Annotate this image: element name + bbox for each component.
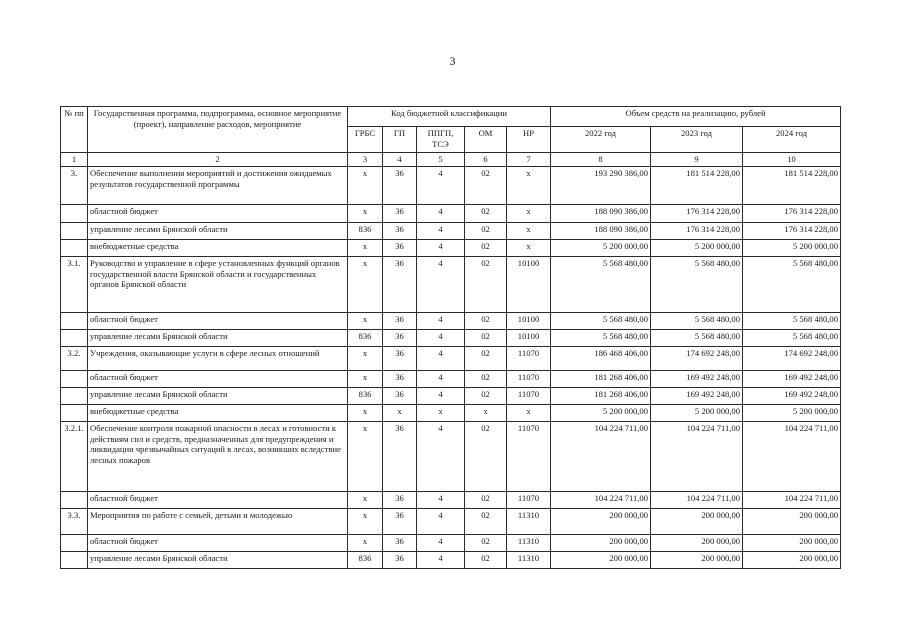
cell-2022: 5 200 000,00 — [551, 240, 651, 257]
cell-2023: 169 492 248,00 — [651, 388, 743, 405]
cell-ppgp: 4 — [417, 240, 465, 257]
cell-om: 02 — [465, 347, 507, 371]
table-row — [61, 509, 841, 535]
budget-table — [60, 106, 841, 569]
cell-gp: 36 — [383, 240, 417, 257]
col-number: 2 — [88, 153, 348, 167]
cell-ppgp: 4 — [417, 167, 465, 205]
row-name: Мероприятия по работе с семьей, детьми и молодежью — [88, 509, 348, 535]
header-kbk: Код бюджетной классификации — [348, 107, 551, 127]
cell-om: 02 — [465, 371, 507, 388]
table-row — [61, 347, 841, 371]
cell-om: 02 — [465, 535, 507, 552]
row-number — [61, 535, 88, 552]
cell-nr: х — [507, 405, 551, 422]
cell-2024: 169 492 248,00 — [743, 388, 841, 405]
cell-2022: 188 090 386,00 — [551, 205, 651, 223]
cell-gp: 36 — [383, 388, 417, 405]
cell-grbs: х — [348, 422, 383, 492]
cell-ppgp: 4 — [417, 492, 465, 509]
cell-2023: 176 314 228,00 — [651, 205, 743, 223]
cell-2022: 104 224 711,00 — [551, 492, 651, 509]
cell-gp: 36 — [383, 509, 417, 535]
col-number: 9 — [651, 153, 743, 167]
row-name: Обеспечение контроля пожарной опасности в лесах и готовности к действиям сил и средств, предназначенных для предупреждения и ликвидации чрезвычайных ситуаций в лесах, возникших вследствие лесных пожаров — [88, 422, 348, 492]
row-name: Учреждения, оказывающие услуги в сфере лесных отношений — [88, 347, 348, 371]
cell-om: 02 — [465, 330, 507, 347]
cell-ppgp: 4 — [417, 313, 465, 330]
col-number: 5 — [417, 153, 465, 167]
cell-ppgp: 4 — [417, 347, 465, 371]
table-row — [61, 223, 841, 240]
table-row — [61, 205, 841, 223]
row-number — [61, 223, 88, 240]
col-number: 7 — [507, 153, 551, 167]
cell-2022: 5 568 480,00 — [551, 330, 651, 347]
cell-2022: 200 000,00 — [551, 552, 651, 569]
cell-2022: 200 000,00 — [551, 535, 651, 552]
row-number: 3.2.1. — [61, 422, 88, 492]
cell-2024: 200 000,00 — [743, 535, 841, 552]
table-row — [61, 167, 841, 205]
cell-gp: х — [383, 405, 417, 422]
cell-gp: 36 — [383, 552, 417, 569]
cell-2022: 193 290 386,00 — [551, 167, 651, 205]
row-number — [61, 205, 88, 223]
cell-ppgp: 4 — [417, 552, 465, 569]
cell-2022: 104 224 711,00 — [551, 422, 651, 492]
cell-grbs: х — [348, 167, 383, 205]
cell-2024: 200 000,00 — [743, 509, 841, 535]
cell-ppgp: 4 — [417, 388, 465, 405]
col-number: 6 — [465, 153, 507, 167]
cell-ppgp: 4 — [417, 509, 465, 535]
row-number — [61, 405, 88, 422]
cell-2022: 5 568 480,00 — [551, 313, 651, 330]
cell-2022: 5 200 000,00 — [551, 405, 651, 422]
row-number — [61, 313, 88, 330]
cell-2023: 174 692 248,00 — [651, 347, 743, 371]
cell-nr: 11070 — [507, 371, 551, 388]
cell-om: 02 — [465, 552, 507, 569]
row-name: областной бюджет — [88, 492, 348, 509]
cell-2023: 5 568 480,00 — [651, 257, 743, 313]
row-number — [61, 552, 88, 569]
cell-2024: 169 492 248,00 — [743, 371, 841, 388]
header-volume: Объем средств на реализацию, рублей — [551, 107, 841, 127]
cell-2023: 200 000,00 — [651, 509, 743, 535]
cell-gp: 36 — [383, 371, 417, 388]
cell-gp: 36 — [383, 492, 417, 509]
cell-grbs: х — [348, 535, 383, 552]
cell-nr: 11070 — [507, 422, 551, 492]
cell-grbs: х — [348, 492, 383, 509]
table-row — [61, 492, 841, 509]
header-col-grbs: ГРБС — [348, 127, 383, 153]
cell-nr: 11310 — [507, 552, 551, 569]
cell-nr: 10100 — [507, 313, 551, 330]
cell-grbs: х — [348, 257, 383, 313]
cell-gp: 36 — [383, 330, 417, 347]
cell-2022: 188 090 386,00 — [551, 223, 651, 240]
row-name: областной бюджет — [88, 205, 348, 223]
header-col-gp: ГП — [383, 127, 417, 153]
cell-2024: 5 568 480,00 — [743, 313, 841, 330]
row-number: 3.2. — [61, 347, 88, 371]
cell-nr: 11070 — [507, 347, 551, 371]
cell-om: х — [465, 405, 507, 422]
cell-2024: 181 514 228,00 — [743, 167, 841, 205]
header-program: Государственная программа, подпрограмма, основное мероприятие (проект), направление расходов, мероприятие — [88, 107, 348, 153]
header-col-om: ОМ — [465, 127, 507, 153]
cell-grbs: 836 — [348, 552, 383, 569]
row-number — [61, 492, 88, 509]
cell-ppgp: 4 — [417, 205, 465, 223]
cell-2022: 186 468 406,00 — [551, 347, 651, 371]
cell-2024: 174 692 248,00 — [743, 347, 841, 371]
cell-grbs: х — [348, 240, 383, 257]
cell-gp: 36 — [383, 223, 417, 240]
cell-2023: 5 568 480,00 — [651, 313, 743, 330]
cell-nr: х — [507, 205, 551, 223]
cell-grbs: х — [348, 509, 383, 535]
header-no: № пп — [61, 107, 88, 153]
col-number: 10 — [743, 153, 841, 167]
cell-gp: 36 — [383, 535, 417, 552]
row-name: управление лесами Брянской области — [88, 330, 348, 347]
cell-2022: 181 268 406,00 — [551, 371, 651, 388]
cell-2024: 176 314 228,00 — [743, 223, 841, 240]
cell-ppgp: 4 — [417, 223, 465, 240]
cell-nr: 10100 — [507, 257, 551, 313]
cell-om: 02 — [465, 223, 507, 240]
cell-grbs: 836 — [348, 330, 383, 347]
table-row — [61, 330, 841, 347]
col-number: 8 — [551, 153, 651, 167]
cell-grbs: х — [348, 371, 383, 388]
row-number — [61, 388, 88, 405]
table-row — [61, 552, 841, 569]
cell-gp: 36 — [383, 257, 417, 313]
cell-om: 02 — [465, 509, 507, 535]
table-row — [61, 240, 841, 257]
row-number — [61, 371, 88, 388]
cell-grbs: х — [348, 347, 383, 371]
cell-2024: 5 568 480,00 — [743, 257, 841, 313]
row-name: управление лесами Брянской области — [88, 223, 348, 240]
cell-2023: 5 200 000,00 — [651, 405, 743, 422]
row-number: 3.1. — [61, 257, 88, 313]
cell-grbs: х — [348, 313, 383, 330]
cell-2024: 5 200 000,00 — [743, 240, 841, 257]
table-row — [61, 371, 841, 388]
cell-2023: 5 200 000,00 — [651, 240, 743, 257]
cell-om: 02 — [465, 167, 507, 205]
row-name: областной бюджет — [88, 535, 348, 552]
header-col-ppgp: ППГП, ТСЭ — [417, 127, 465, 153]
cell-om: 02 — [465, 492, 507, 509]
cell-gp: 36 — [383, 205, 417, 223]
cell-nr: х — [507, 167, 551, 205]
cell-om: 02 — [465, 422, 507, 492]
cell-2024: 5 568 480,00 — [743, 330, 841, 347]
row-name: управление лесами Брянской области — [88, 552, 348, 569]
cell-om: 02 — [465, 388, 507, 405]
cell-grbs: 836 — [348, 223, 383, 240]
cell-ppgp: 4 — [417, 535, 465, 552]
cell-gp: 36 — [383, 422, 417, 492]
cell-ppgp: 4 — [417, 422, 465, 492]
cell-ppgp: 4 — [417, 257, 465, 313]
header-col-2023: 2023 год — [651, 127, 743, 153]
cell-nr: 11070 — [507, 492, 551, 509]
row-number — [61, 330, 88, 347]
row-name: Обеспечение выполнения мероприятий и достижения ожидаемых результатов государственной программы — [88, 167, 348, 205]
page-number: 3 — [449, 54, 456, 68]
cell-gp: 36 — [383, 167, 417, 205]
row-number — [61, 240, 88, 257]
cell-grbs: 836 — [348, 388, 383, 405]
row-name: Руководство и управление в сфере установленных функций органов государственной власти Брянской области и государственных органов Брянской области — [88, 257, 348, 313]
cell-2024: 200 000,00 — [743, 552, 841, 569]
col-number: 1 — [61, 153, 88, 167]
row-name: внебюджетные средства — [88, 240, 348, 257]
cell-2024: 176 314 228,00 — [743, 205, 841, 223]
cell-om: 02 — [465, 313, 507, 330]
cell-2023: 169 492 248,00 — [651, 371, 743, 388]
cell-2023: 5 568 480,00 — [651, 330, 743, 347]
table-row — [61, 535, 841, 552]
cell-grbs: х — [348, 405, 383, 422]
cell-nr: 11310 — [507, 535, 551, 552]
cell-om: 02 — [465, 205, 507, 223]
header-col-nr: НР — [507, 127, 551, 153]
cell-2022: 200 000,00 — [551, 509, 651, 535]
row-number: 3.3. — [61, 509, 88, 535]
cell-gp: 36 — [383, 347, 417, 371]
cell-2023: 200 000,00 — [651, 535, 743, 552]
table-row — [61, 422, 841, 492]
cell-grbs: х — [348, 205, 383, 223]
cell-ppgp: 4 — [417, 371, 465, 388]
table-row — [61, 388, 841, 405]
header-col-2024: 2024 год — [743, 127, 841, 153]
cell-2022: 5 568 480,00 — [551, 257, 651, 313]
cell-2024: 104 224 711,00 — [743, 422, 841, 492]
row-number: 3. — [61, 167, 88, 205]
cell-2023: 176 314 228,00 — [651, 223, 743, 240]
header-col-2022: 2022 год — [551, 127, 651, 153]
cell-2022: 181 268 406,00 — [551, 388, 651, 405]
cell-om: 02 — [465, 257, 507, 313]
cell-nr: 11070 — [507, 388, 551, 405]
row-name: областной бюджет — [88, 371, 348, 388]
row-name: внебюджетные средства — [88, 405, 348, 422]
cell-nr: 11310 — [507, 509, 551, 535]
cell-2023: 181 514 228,00 — [651, 167, 743, 205]
cell-2023: 200 000,00 — [651, 552, 743, 569]
cell-ppgp: х — [417, 405, 465, 422]
table-row — [61, 257, 841, 313]
cell-om: 02 — [465, 240, 507, 257]
row-name: управление лесами Брянской области — [88, 388, 348, 405]
cell-2023: 104 224 711,00 — [651, 422, 743, 492]
row-name: областной бюджет — [88, 313, 348, 330]
cell-2024: 5 200 000,00 — [743, 405, 841, 422]
cell-nr: х — [507, 240, 551, 257]
cell-2023: 104 224 711,00 — [651, 492, 743, 509]
table-row — [61, 313, 841, 330]
col-number: 4 — [383, 153, 417, 167]
col-number: 3 — [348, 153, 383, 167]
table-row — [61, 405, 841, 422]
cell-nr: х — [507, 223, 551, 240]
cell-2024: 104 224 711,00 — [743, 492, 841, 509]
cell-nr: 10100 — [507, 330, 551, 347]
cell-ppgp: 4 — [417, 330, 465, 347]
cell-gp: 36 — [383, 313, 417, 330]
